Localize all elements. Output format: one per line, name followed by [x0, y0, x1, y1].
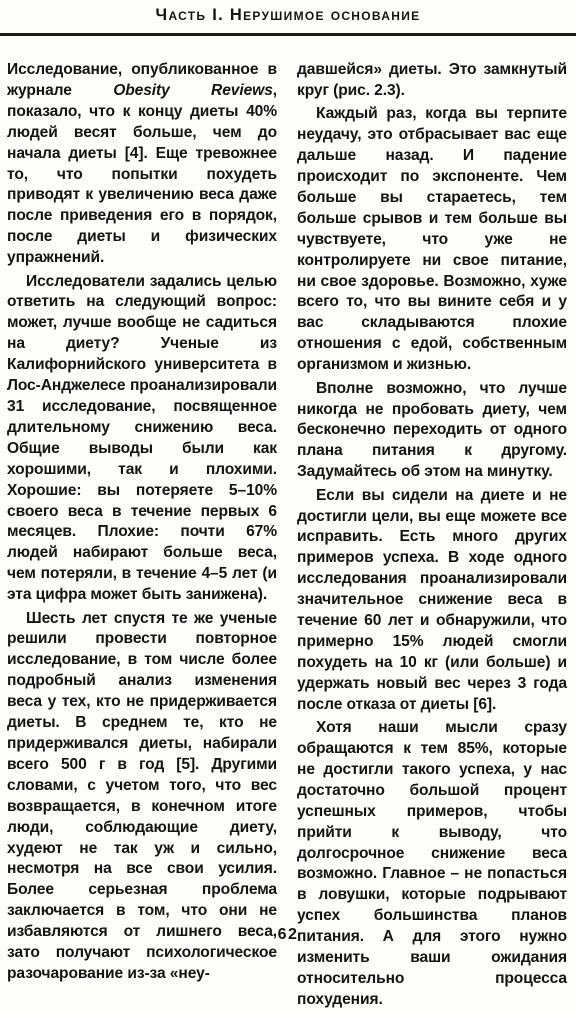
- left-column: [7, 60, 277, 982]
- left-paragraph-2: Исследователи задались целью ответить на следующий вопрос: может, лучше вообще не садиться на диету? Ученые из Калифорнийского университета в Лос-Анджелесе проанализировали 31 исследование, посвященное длительному снижению веса. Общие выводы были как хорошими, так и плохими. Хорошие: вы потеряете 5–10% своего веса в течение первых 6 месяцев. Плохие: почти 67% людей набирают больше веса, чем потеряли, в течение 4–5 лет (и эта цифра может быть занижена).: [7, 272, 277, 604]
- left-paragraph-1: [7, 60, 277, 269]
- right-paragraph-3: Вполне возможно, что лучше никогда не пробовать диету, чем бесконечно переходить от одного плана питания к другому. Задумайтесь об этом на минутку.: [297, 379, 567, 481]
- right-paragraph-5: Хотя наши мысли сразу обращаются к тем 85%, которые не достигли такого успеха, у нас достаточно большой процент успешных примеров, чтобы прийти к выводу, что долгосрочное снижение веса возможно. Главное – не попасться в ловушки, которые подрывают успех большинства планов питания. А для этого нужно изменить ваши ожидания относительно процесса похудения.: [297, 719, 567, 1008]
- paragraph-text: , показало, что к концу диеты 40% людей весят больше, чем до начала диеты [4]. Еще тревожнее то, что попытки похудеть приводят к увеличению веса даже после приведения его в порядок, после диеты и физических упражнений.: [7, 81, 277, 267]
- journal-title: Obesity Reviews: [113, 81, 273, 99]
- right-paragraph-4: Если вы сидели на диете и не достигли цели, вы еще можете все исправить. Есть много других примеров успеха. В ходе одного исследования проанализировали значительное снижение веса в течение 60 лет и обнаружили, что примерно 15% людей смогли похудеть на 10 кг (или больше) и удержать новый вес через 3 года после отказа от диеты [6].: [297, 486, 567, 713]
- header-rule: [0, 33, 576, 36]
- left-paragraph-3: Шесть лет спустя те же ученые решили провести повторное исследование, в том числе более подробный анализ изменения веса у тех, кто не придерживается диеты. В среднем те, кто не придерживался диеты, набирали всего 500 г в год [5]. Другими словами, с учетом того, что вес возвращается, в конечном итоге люди, соблюдающие диету, худеют не так уж и сильно, несмотря на все свои усилия. Более серьезная проблема заключается в том, что они не избавляются от лишнего веса, зато получают психологическое разочарование из-за «неу-: [7, 609, 277, 982]
- page-number: 62: [277, 926, 299, 943]
- right-paragraph-1: давшейся» диеты. Это замкнутый круг (рис. 2.3).: [297, 61, 567, 99]
- right-paragraph-2: Каждый раз, когда вы терпите неудачу, это отбрасывает вас еще дальше назад. И падение происходит по экспоненте. Чем больше вы стараетесь, тем больше срывов и тем больше вы чувствуете, что уже не контролируете ни свое питание, ни свое здоровье. Возможно, хуже всего то, что вы вините себя и у вас складываются плохие отношения с едой, собственным организмом и жизнью.: [297, 105, 567, 374]
- running-header: Часть I. Нерушимое основание: [155, 6, 421, 24]
- right-column: [297, 60, 567, 1008]
- paragraph-text: Исследование, опубликованное в журнале: [7, 61, 277, 99]
